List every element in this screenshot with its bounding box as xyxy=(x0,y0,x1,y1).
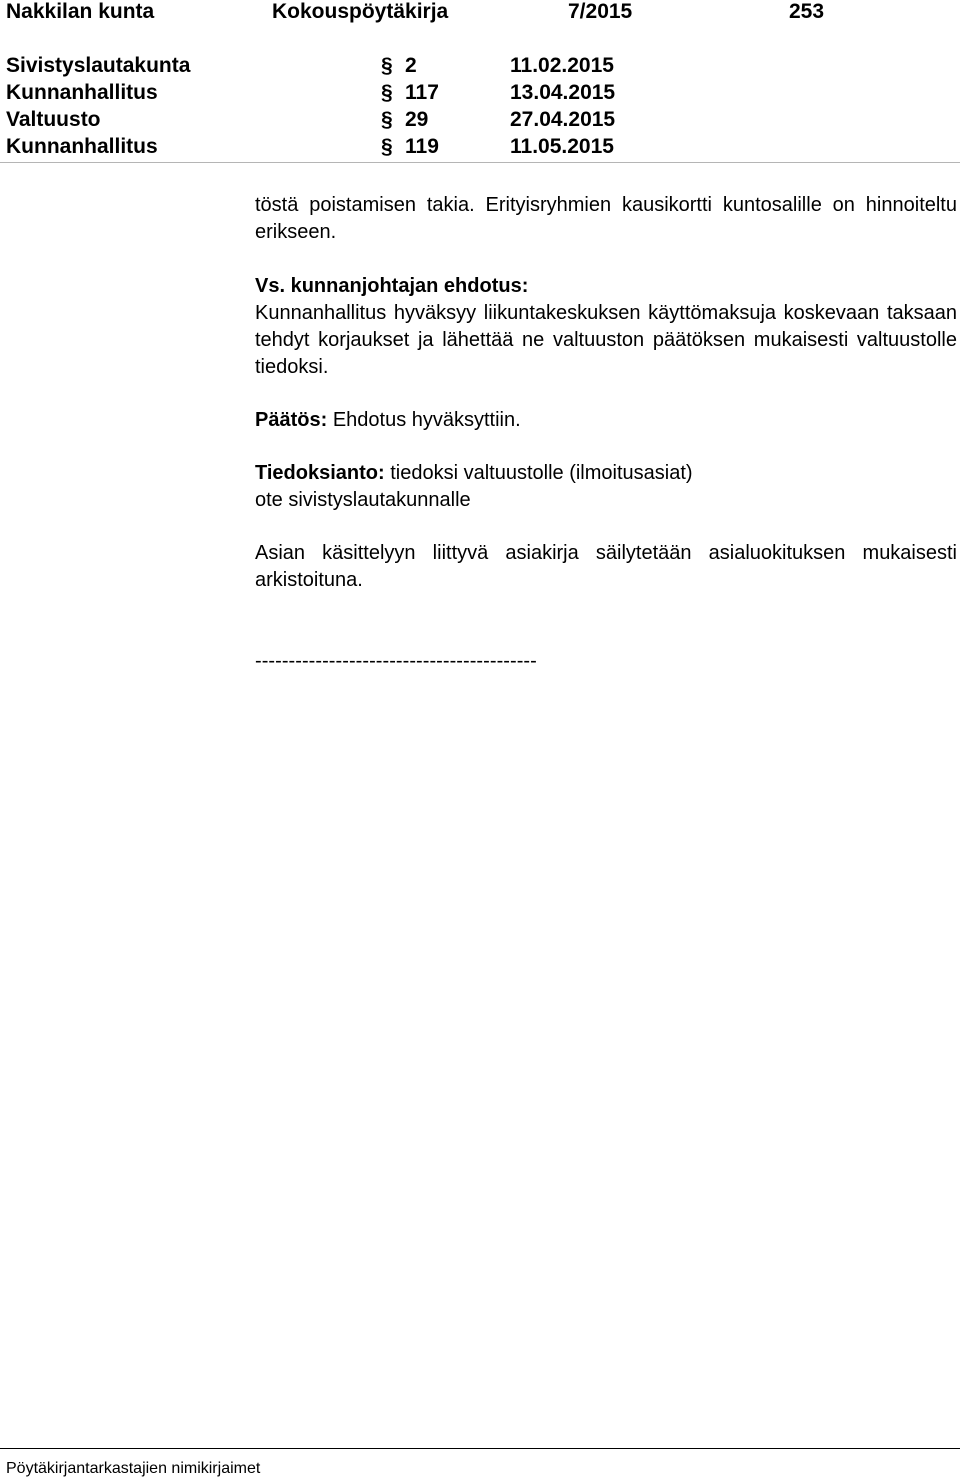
reference-body: Valtuusto xyxy=(6,108,101,131)
document-body xyxy=(255,192,957,594)
reference-body: Kunnanhallitus xyxy=(6,81,158,104)
notice-label: Tiedoksianto: xyxy=(255,462,385,484)
decision-text: Ehdotus hyväksyttiin. xyxy=(332,409,521,431)
reference-number: 117 xyxy=(405,81,439,104)
reference-body: Sivistyslautakunta xyxy=(6,54,191,77)
footer-divider xyxy=(0,1448,960,1449)
document-number: 7/2015 xyxy=(568,0,633,23)
reference-row xyxy=(0,106,960,133)
reference-number: 2 xyxy=(405,54,417,77)
page-footer xyxy=(0,1448,960,1477)
page-header xyxy=(0,0,960,24)
section-symbol: § xyxy=(381,54,393,77)
notice-line-2: ote sivistyslautakunnalle xyxy=(255,489,471,511)
reference-row xyxy=(0,79,960,106)
intro-paragraph: töstä poistamisen takia. Erityisryhmien kausikortti kuntosalille on hinnoiteltu erikseen. xyxy=(255,194,957,243)
proposal-paragraph: Kunnanhallitus hyväksyy liikuntakeskuksen käyttömaksuja koskevaan taksaan tehdyt korjaukset ja lähettää ne valtuuston päätöksen mukaisesti valtuustolle tiedoksi. xyxy=(255,302,957,378)
header-divider xyxy=(0,162,960,163)
reference-date: 11.02.2015 xyxy=(510,54,614,77)
document-type: Kokouspöytäkirja xyxy=(272,0,449,23)
reference-date: 11.05.2015 xyxy=(510,135,614,158)
reference-date: 13.04.2015 xyxy=(510,81,616,104)
section-symbol: § xyxy=(381,81,393,104)
municipality-name: Nakkilan kunta xyxy=(6,0,155,23)
reference-number: 29 xyxy=(405,108,429,131)
reference-row xyxy=(0,133,960,160)
references-table xyxy=(0,52,960,160)
reference-body: Kunnanhallitus xyxy=(6,135,158,158)
decision-label: Päätös: xyxy=(255,409,328,431)
reference-row xyxy=(0,52,960,79)
page-number: 253 xyxy=(789,0,825,23)
decision-line xyxy=(255,407,957,434)
section-separator: ------------------------------------------ xyxy=(255,650,537,672)
notice-text: tiedoksi valtuustolle (ilmoitusasiat) xyxy=(390,462,693,484)
notice-line xyxy=(255,460,957,487)
reference-number: 119 xyxy=(405,135,439,158)
archive-paragraph: Asian käsittelyyn liittyvä asiakirja säilytetään asialuokituksen mukaisesti arkistoituna. xyxy=(255,542,957,591)
section-symbol: § xyxy=(381,135,393,158)
proposal-heading: Vs. kunnanjohtajan ehdotus: xyxy=(255,275,529,297)
footer-label: Pöytäkirjantarkastajien nimikirjaimet xyxy=(6,1460,261,1477)
reference-date: 27.04.2015 xyxy=(510,108,616,131)
section-symbol: § xyxy=(381,108,393,131)
